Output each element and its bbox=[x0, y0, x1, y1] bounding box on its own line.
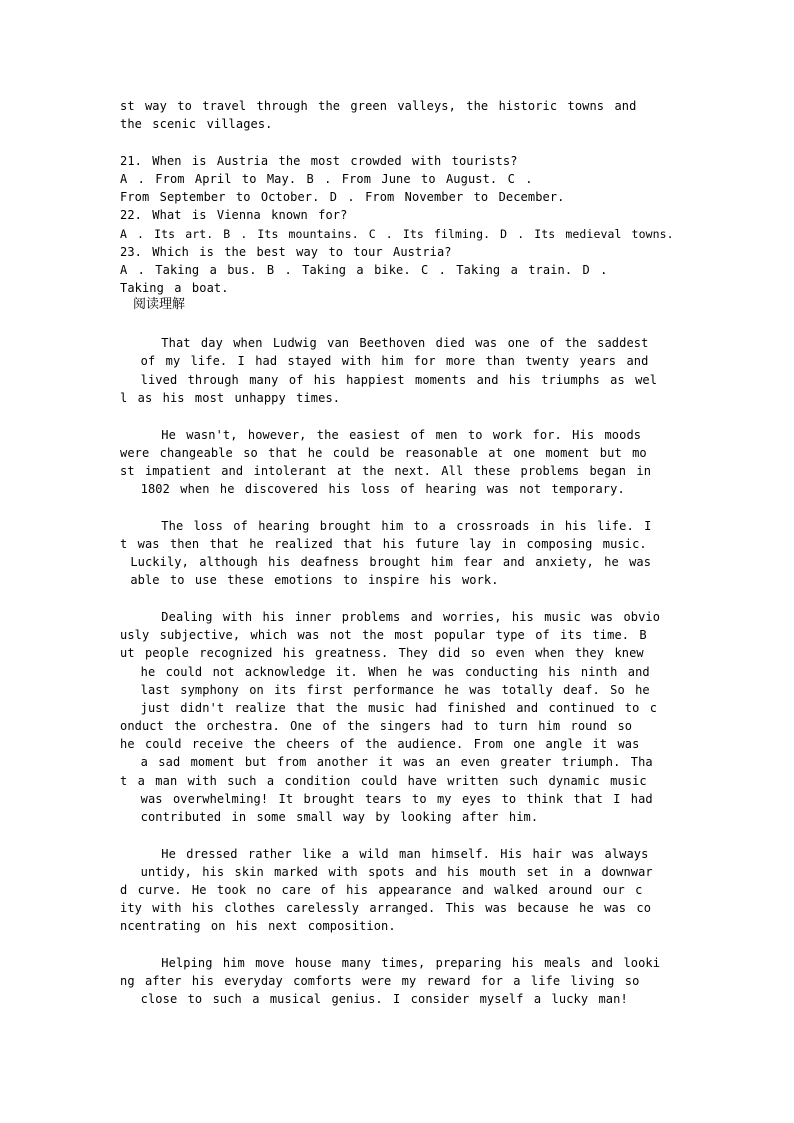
paragraph-2-line: 1802 when he discovered his loss of hearing was not temporary. bbox=[120, 482, 625, 496]
paragraph-2-line: were changeable so that he could be reasonable at one moment but mo bbox=[120, 446, 647, 460]
intro-line: st way to travel through the green valleys, the historic towns and bbox=[120, 99, 637, 113]
intro-line: the scenic villages. bbox=[120, 117, 273, 131]
paragraph-4-line: just didn't realize that the music had finished and continued to c bbox=[120, 701, 658, 715]
paragraph-3-line: Luckily, although his deafness brought him fear and anxiety, he was bbox=[120, 555, 652, 569]
paragraph-4-line: ut people recognized his greatness. They did so even when they knew bbox=[120, 646, 644, 660]
paragraph-1-line: l as his most unhappy times. bbox=[120, 391, 341, 405]
question-22-options: A . Its art. B . Its mountains. C . Its filming. D . Its medieval towns. bbox=[120, 227, 674, 241]
paragraph-4-line: contributed in some small way by looking after him. bbox=[120, 810, 539, 824]
paragraph-4-line: Dealing with his inner problems and worries, his music was obvio bbox=[120, 610, 661, 624]
question-23-stem: 23. Which is the best way to tour Austria? bbox=[120, 245, 452, 259]
paragraph-4-line: a sad moment but from another it was an even greater triumph. Tha bbox=[120, 755, 653, 769]
paragraph-6-line: close to such a musical genius. I consider myself a lucky man! bbox=[120, 992, 628, 1006]
paragraph-4-line: he could not acknowledge it. When he was conducting his ninth and bbox=[120, 665, 650, 679]
paragraph-6-line: ng after his everyday comforts were my reward for a life living so bbox=[120, 974, 640, 988]
section-heading: 阅读理解 bbox=[133, 297, 186, 312]
paragraph-4-line: he could receive the cheers of the audience. From one angle it was bbox=[120, 737, 640, 751]
question-21-options: A . From April to May. B . From June to August. C . bbox=[120, 172, 533, 186]
paragraph-5-line: ncentrating on his next composition. bbox=[120, 919, 396, 933]
paragraph-5-line: d curve. He took no care of his appearance and walked around our c bbox=[120, 883, 643, 897]
paragraph-1-line: of my life. I had stayed with him for more than twenty years and bbox=[120, 354, 649, 368]
paragraph-5-line: He dressed rather like a wild man himself. His hair was always bbox=[120, 847, 649, 861]
paragraph-3-line: t was then that he realized that his future lay in composing music. bbox=[120, 537, 647, 551]
paragraph-6-line: Helping him move house many times, preparing his meals and looki bbox=[120, 956, 661, 970]
question-23-options: A . Taking a bus. B . Taking a bike. C . Taking a train. D . bbox=[120, 263, 608, 277]
paragraph-5-line: untidy, his skin marked with spots and his mouth set in a downwar bbox=[120, 865, 653, 879]
paragraph-4-line: t a man with such a condition could have written such dynamic music bbox=[120, 774, 647, 788]
paragraph-2-line: st impatient and intolerant at the next. All these problems began in bbox=[120, 464, 652, 478]
paragraph-1-line: That day when Ludwig van Beethoven died was one of the saddest bbox=[120, 336, 649, 350]
paragraph-3-line: able to use these emotions to inspire his work. bbox=[120, 573, 499, 587]
paragraph-3-line: The loss of hearing brought him to a crossroads in his life. I bbox=[120, 519, 652, 533]
paragraph-4-line: onduct the orchestra. One of the singers had to turn him round so bbox=[120, 719, 633, 733]
paragraph-2-line: He wasn't, however, the easiest of men to work for. His moods bbox=[120, 428, 642, 442]
question-21-options: From September to October. D . From November to December. bbox=[120, 190, 565, 204]
question-23-options: Taking a boat. bbox=[120, 281, 229, 295]
paragraph-1-line: lived through many of his happiest moments and his triumphs as wel bbox=[120, 373, 658, 387]
paragraph-5-line: ity with his clothes carelessly arranged. This was because he was co bbox=[120, 901, 652, 915]
paragraph-4-line: usly subjective, which was not the most popular type of its time. B bbox=[120, 628, 647, 642]
question-22-stem: 22. What is Vienna known for? bbox=[120, 208, 348, 222]
paragraph-4-line: was overwhelming! It brought tears to my eyes to think that I had bbox=[120, 792, 653, 806]
paragraph-4-line: last symphony on its first performance he was totally deaf. So he bbox=[120, 683, 650, 697]
question-21-stem: 21. When is Austria the most crowded with tourists? bbox=[120, 154, 518, 168]
